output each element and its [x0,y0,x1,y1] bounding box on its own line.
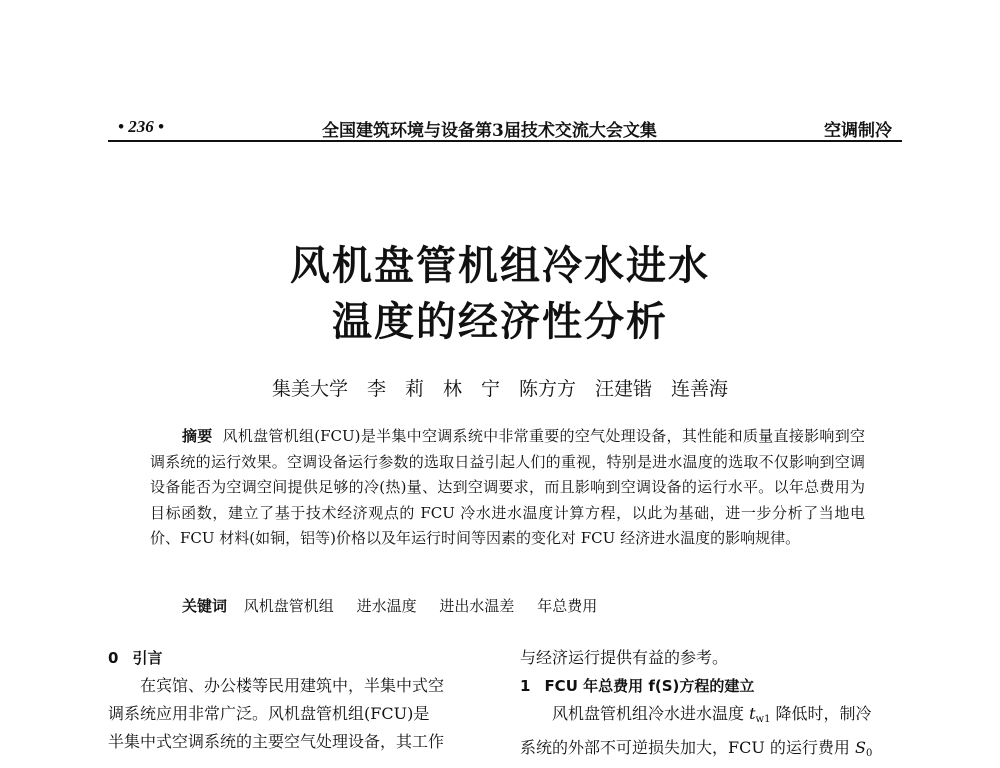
abstract-text: 风机盘管机组(FCU)是半集中空调系统中非常重要的空气处理设备，其性能和质量直接影响到空调系统的运行效果。空调设备运行参数的选取日益引起人们的重视，特别是进水温度的选取不仅影响到空调设备能否为空调空间提供足够的冷(热)量、达到空调要求，而且影响到空调设备的运行水平。以年总费用为目标函数，建立了基于技术经济观点的 FCU 冷水进水温度计算方程，以此为基础，进一步分析了当地电价、FCU 材料(如铜，铝等)价格以及年运行时间等因素的变化对 FCU 经济进水温度的影响规律。 [150,427,865,548]
title-line-2: 温度的经济性分析 [332,298,668,345]
right-column [520,644,904,768]
keywords [182,595,872,616]
abstract [150,424,865,552]
section-title: 引言 [132,649,163,667]
section-heading-intro [108,644,488,672]
subscript: w1 [755,714,771,725]
section-title: FCU 年总费用 f(S)方程的建立 [544,677,755,695]
section-number: 0 [108,649,119,667]
variable-t: t [749,704,756,723]
section-heading-1 [520,672,904,700]
body-line: 调系统应用非常广泛。风机盘管机组(FCU)是 [108,704,430,723]
author-line: 集美大学 李 莉 林 宁 陈方方 汪建锴 连善海 [271,378,728,400]
keyword: 进水温度 [356,597,417,615]
variable-s: S [855,738,866,757]
journal-title: 全国建筑环境与设备第3届技术交流大会文集 [322,121,657,141]
page-number: • 236 • [118,117,164,136]
abstract-label: 摘要 [182,427,213,445]
body-line: 在宾馆、办公楼等民用建筑中，半集中式空 [140,676,445,695]
left-column [108,644,488,756]
paper-title [0,238,1000,350]
keywords-label: 关键词 [182,597,228,615]
body-line: 半集中式空调系统的主要空气处理设备，其工作 [108,732,445,751]
body-line: 系统的外部不可逆损失加大，FCU 的运行费用 S0 [520,738,873,759]
subscript: 0 [865,748,873,759]
running-header [108,110,902,142]
body-line: 与经济运行提供有益的参考。 [520,648,729,667]
keyword: 年总费用 [537,597,598,615]
section-label: 空调制冷 [824,121,892,141]
body-line: 风机盘管机组冷水进水温度 tw1 降低时，制冷 [552,704,872,725]
keyword: 进出水温差 [439,597,515,615]
keyword: 风机盘管机组 [243,597,334,615]
title-line-1: 风机盘管机组冷水进水 [290,242,710,289]
section-number: 1 [520,677,531,695]
